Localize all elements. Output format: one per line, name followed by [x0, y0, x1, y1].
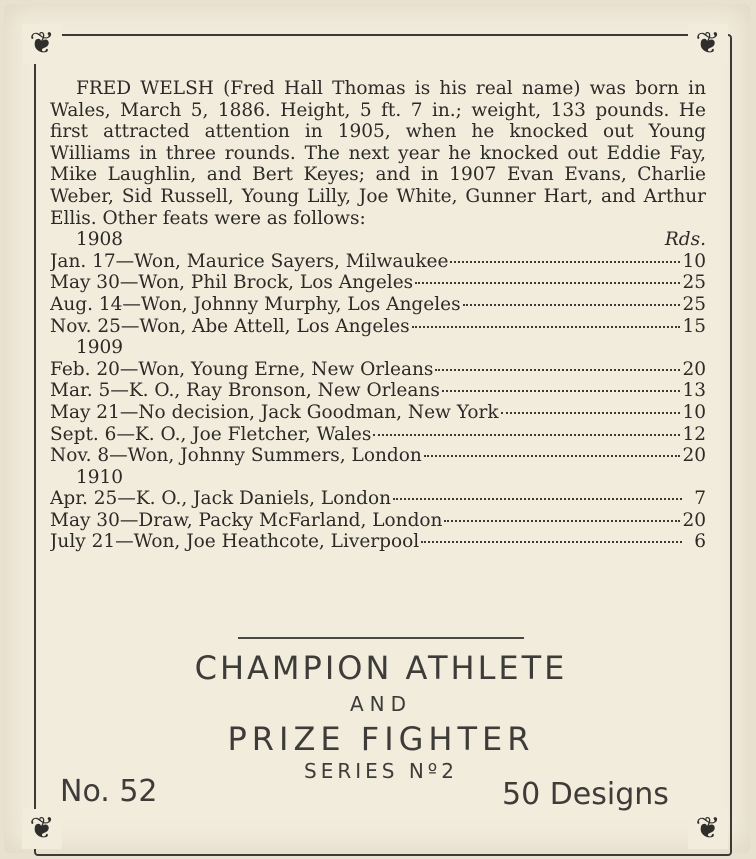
- year-heading: 1910: [76, 466, 124, 488]
- bout-rounds: 25: [682, 293, 706, 315]
- bout-rounds: 20: [682, 445, 706, 467]
- dot-leader: [444, 520, 680, 522]
- bout-rounds: 20: [682, 358, 706, 380]
- bout-rounds: 20: [682, 509, 706, 531]
- dot-leader: [501, 412, 681, 414]
- card-number: No. 52: [60, 774, 158, 809]
- bout-row: [50, 380, 706, 402]
- bout-description: —K. O., Joe Fletcher, Wales: [116, 423, 372, 445]
- bout-date: May 30: [50, 509, 120, 531]
- bout-description: —Won, Phil Brock, Los Angeles: [119, 272, 414, 294]
- bout-row: [50, 272, 706, 294]
- bout-rounds: 25: [682, 272, 706, 294]
- bout-description: —Won, Johnny Murphy, Los Angeles: [122, 293, 461, 315]
- bout-date: Jan. 17: [50, 250, 116, 272]
- bout-description: —K. O., Jack Daniels, London: [117, 488, 392, 510]
- bout-date: Sept. 6: [50, 423, 117, 445]
- year-group-1910: [50, 488, 706, 553]
- bout-row: [50, 531, 706, 553]
- bout-description: —Draw, Packy McFarland, London: [119, 509, 443, 531]
- year-heading: 1908: [76, 229, 124, 251]
- bout-rounds: 10: [682, 250, 706, 272]
- bout-description: —Won, Abe Attell, Los Angeles: [120, 315, 410, 337]
- dot-leader: [450, 261, 680, 263]
- bout-rounds: 13: [682, 380, 706, 402]
- biography-text: [50, 78, 706, 553]
- designs-count: 50 Designs: [502, 777, 669, 812]
- bout-row: [50, 402, 706, 424]
- bout-description: —Won, Maurice Sayers, Milwaukee: [115, 250, 449, 272]
- title-line-prize-fighter: PRIZE FIGHTER: [227, 720, 535, 758]
- bout-row: [50, 251, 706, 273]
- dot-leader: [421, 541, 682, 543]
- dot-leader: [393, 498, 682, 500]
- dot-leader: [415, 282, 680, 284]
- bout-description: —Won, Joe Heathcote, Liverpool: [115, 531, 420, 553]
- bout-rounds: 6: [694, 531, 706, 553]
- bout-row: [50, 510, 706, 532]
- bout-date: Nov. 25: [50, 315, 121, 337]
- bout-row: [50, 316, 706, 338]
- series-label: SERIES Nº2: [304, 759, 458, 783]
- title-line-champion-athlete: CHAMPION ATHLETE: [194, 649, 568, 687]
- bout-date: May 21: [50, 401, 120, 423]
- bout-rounds: 10: [682, 401, 706, 423]
- biography-intro: FRED WELSH (Fred Hall Thomas is his real name) was born in Wales, March 5, 1886. Height, 5 ft. 7 in.; weight, 133 pounds. He first attracted attention in 1905, when he knocked out Young Williams in three rounds. The next year he knocked out Eddie Fay, Mike Laughlin, and Bert Keyes; and in 1907 Evan Evans, Charlie Weber, Sid Russell, Young Lilly, Joe White, Gunner Hart, and Arthur Ellis. Other feats were as follows:: [50, 78, 706, 229]
- divider-rule: [238, 637, 524, 639]
- corner-flourish-icon: ❦: [688, 24, 728, 64]
- bout-row: [50, 294, 706, 316]
- bout-description: —Won, Young Erne, New Orleans: [119, 358, 434, 380]
- year-group-1909: [50, 359, 706, 467]
- record-header: [50, 229, 706, 251]
- year-heading: 1909: [76, 337, 124, 359]
- bout-date: Aug. 14: [50, 293, 123, 315]
- corner-flourish-icon: ❦: [22, 24, 62, 64]
- bout-date: Feb. 20: [50, 358, 120, 380]
- title-line-and: AND: [349, 692, 413, 716]
- bout-date: July 21: [50, 531, 116, 553]
- year-group-1908: [50, 251, 706, 337]
- bout-rounds: 12: [682, 423, 706, 445]
- bout-row: [50, 359, 706, 381]
- dot-leader: [373, 434, 680, 436]
- bout-description: —Won, Johnny Summers, London: [109, 445, 422, 467]
- bout-description: —No decision, Jack Goodman, New York: [119, 401, 499, 423]
- dot-leader: [463, 304, 681, 306]
- bout-row: [50, 445, 706, 467]
- bout-row: [50, 424, 706, 446]
- bout-date: Nov. 8: [50, 445, 110, 467]
- rounds-header: Rds.: [664, 229, 706, 251]
- bout-date: May 30: [50, 272, 120, 294]
- bout-rounds: 15: [682, 315, 706, 337]
- bout-date: Mar. 5: [50, 380, 111, 402]
- dot-leader: [435, 369, 680, 371]
- corner-flourish-icon: ❦: [22, 809, 62, 849]
- bout-description: —K. O., Ray Bronson, New Orleans: [110, 380, 440, 402]
- trading-card: [4, 4, 750, 853]
- bout-date: Apr. 25: [50, 488, 118, 510]
- dot-leader: [424, 455, 681, 457]
- bout-row: [50, 488, 706, 510]
- dot-leader: [442, 390, 681, 392]
- dot-leader: [412, 326, 681, 328]
- bout-rounds: 7: [694, 488, 706, 510]
- corner-flourish-icon: ❦: [688, 809, 728, 849]
